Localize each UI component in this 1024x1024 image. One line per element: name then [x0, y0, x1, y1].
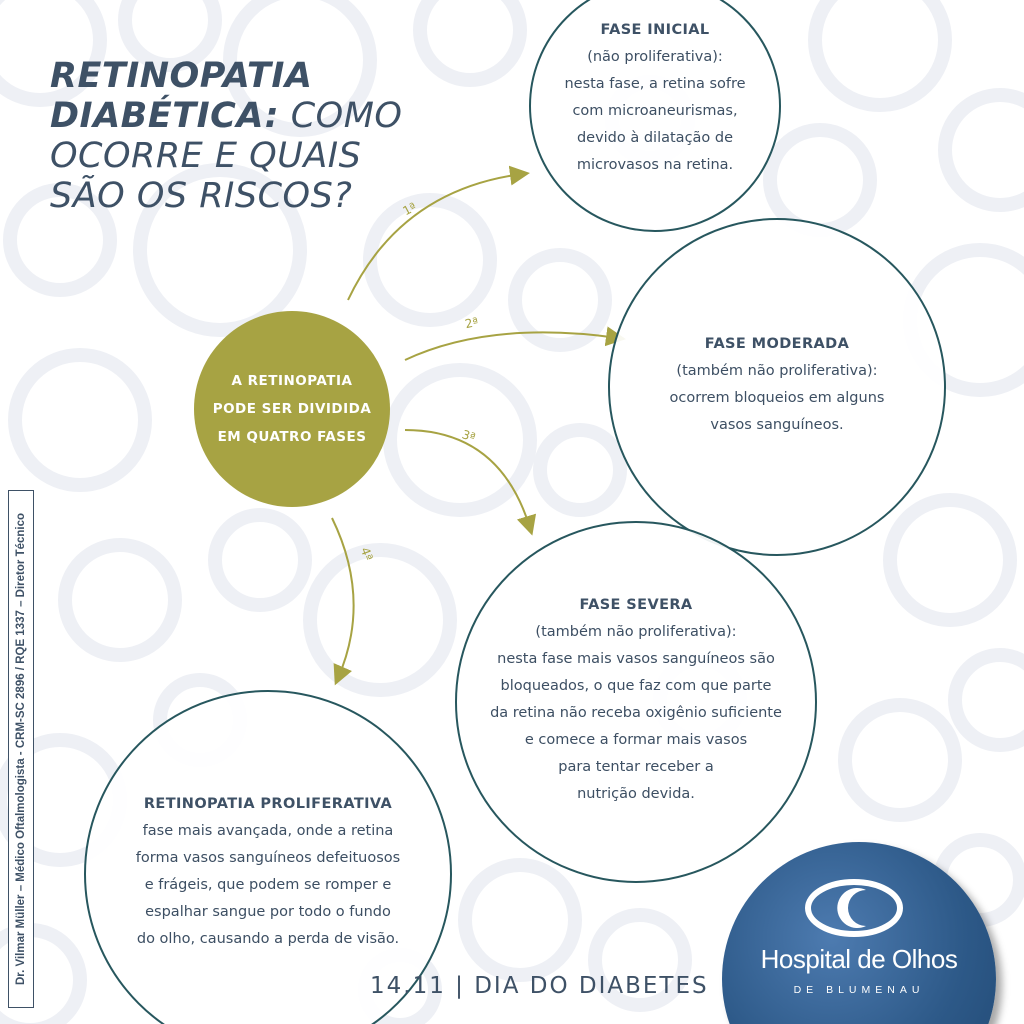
phase-line: (também não proliferativa):	[535, 623, 737, 640]
phase-title: FASE MODERADA	[704, 335, 850, 352]
center-line: A RETINOPATIA	[231, 373, 353, 389]
phase-line: da retina não receba oxigênio suficiente	[490, 704, 782, 721]
phase-line: fase mais avançada, onde a retina	[142, 823, 394, 839]
phase-circle-moderada	[608, 218, 946, 556]
title-line-2-light: COMO	[279, 96, 403, 136]
title-line-2	[50, 96, 402, 136]
phase-circle-severa	[455, 521, 817, 883]
phase-line: (também não proliferativa):	[676, 362, 878, 379]
title-line-2-bold: DIABÉTICA:	[50, 96, 280, 136]
phase-title: FASE SEVERA	[579, 596, 693, 613]
page-title	[50, 56, 470, 216]
phase-title: RETINOPATIA PROLIFERATIVA	[143, 796, 393, 812]
phase-line: e frágeis, que podem se romper e	[144, 877, 392, 893]
phase-line: nesta fase mais vasos sanguíneos são	[497, 650, 775, 667]
arrow-label-1: 1ª	[400, 199, 419, 219]
phase-line: (não proliferativa):	[587, 49, 723, 65]
phase-line: com microaneurismas,	[572, 103, 738, 119]
arrow-label-2: 2ª	[463, 314, 480, 332]
title-line-4: SÃO OS RISCOS?	[50, 176, 353, 216]
center-line: PODE SER DIVIDIDA	[212, 401, 372, 417]
center-circle	[194, 311, 390, 507]
title-line-1: RETINOPATIA	[50, 56, 313, 96]
phase-line: espalhar sangue por todo o fundo	[145, 904, 391, 920]
phase-line: forma vasos sanguíneos defeituosos	[135, 850, 401, 866]
arrow-label-3: 3ª	[460, 427, 478, 445]
phase-line: nutrição devida.	[577, 785, 695, 802]
phase-line: bloqueados, o que faz com que parte	[500, 677, 772, 694]
phase-line: para tentar receber a	[558, 758, 714, 775]
phase-line: ocorrem bloqueios em alguns	[669, 389, 885, 406]
phase-line: e comece a formar mais vasos	[524, 731, 748, 748]
logo-name: Hospital de Olhos	[760, 944, 958, 974]
title-line-3: OCORRE E QUAIS	[50, 136, 362, 176]
center-line: EM QUATRO FASES	[217, 429, 367, 445]
phase-line: nesta fase, a retina sofre	[564, 76, 746, 92]
phase-line: do olho, causando a perda de visão.	[136, 931, 400, 947]
phase-line: devido à dilatação de	[576, 130, 734, 146]
arrow-label-4: 4ª	[357, 545, 376, 563]
logo-subtitle: DE BLUMENAU	[793, 984, 925, 996]
phase-line: microvasos na retina.	[576, 157, 734, 173]
doctor-credit-text: Dr. Vilmar Müller – Médico Oftalmologista - CRM-SC 2896 / RQE 1337 – Diretor Técnico	[15, 512, 27, 986]
doctor-credit	[8, 490, 34, 1008]
phase-title: FASE INICIAL	[600, 22, 710, 38]
phase-line: vasos sanguíneos.	[710, 416, 844, 433]
eye-logo-icon	[804, 878, 904, 938]
footer-date: 14.11 | DIA DO DIABETES	[370, 973, 709, 999]
